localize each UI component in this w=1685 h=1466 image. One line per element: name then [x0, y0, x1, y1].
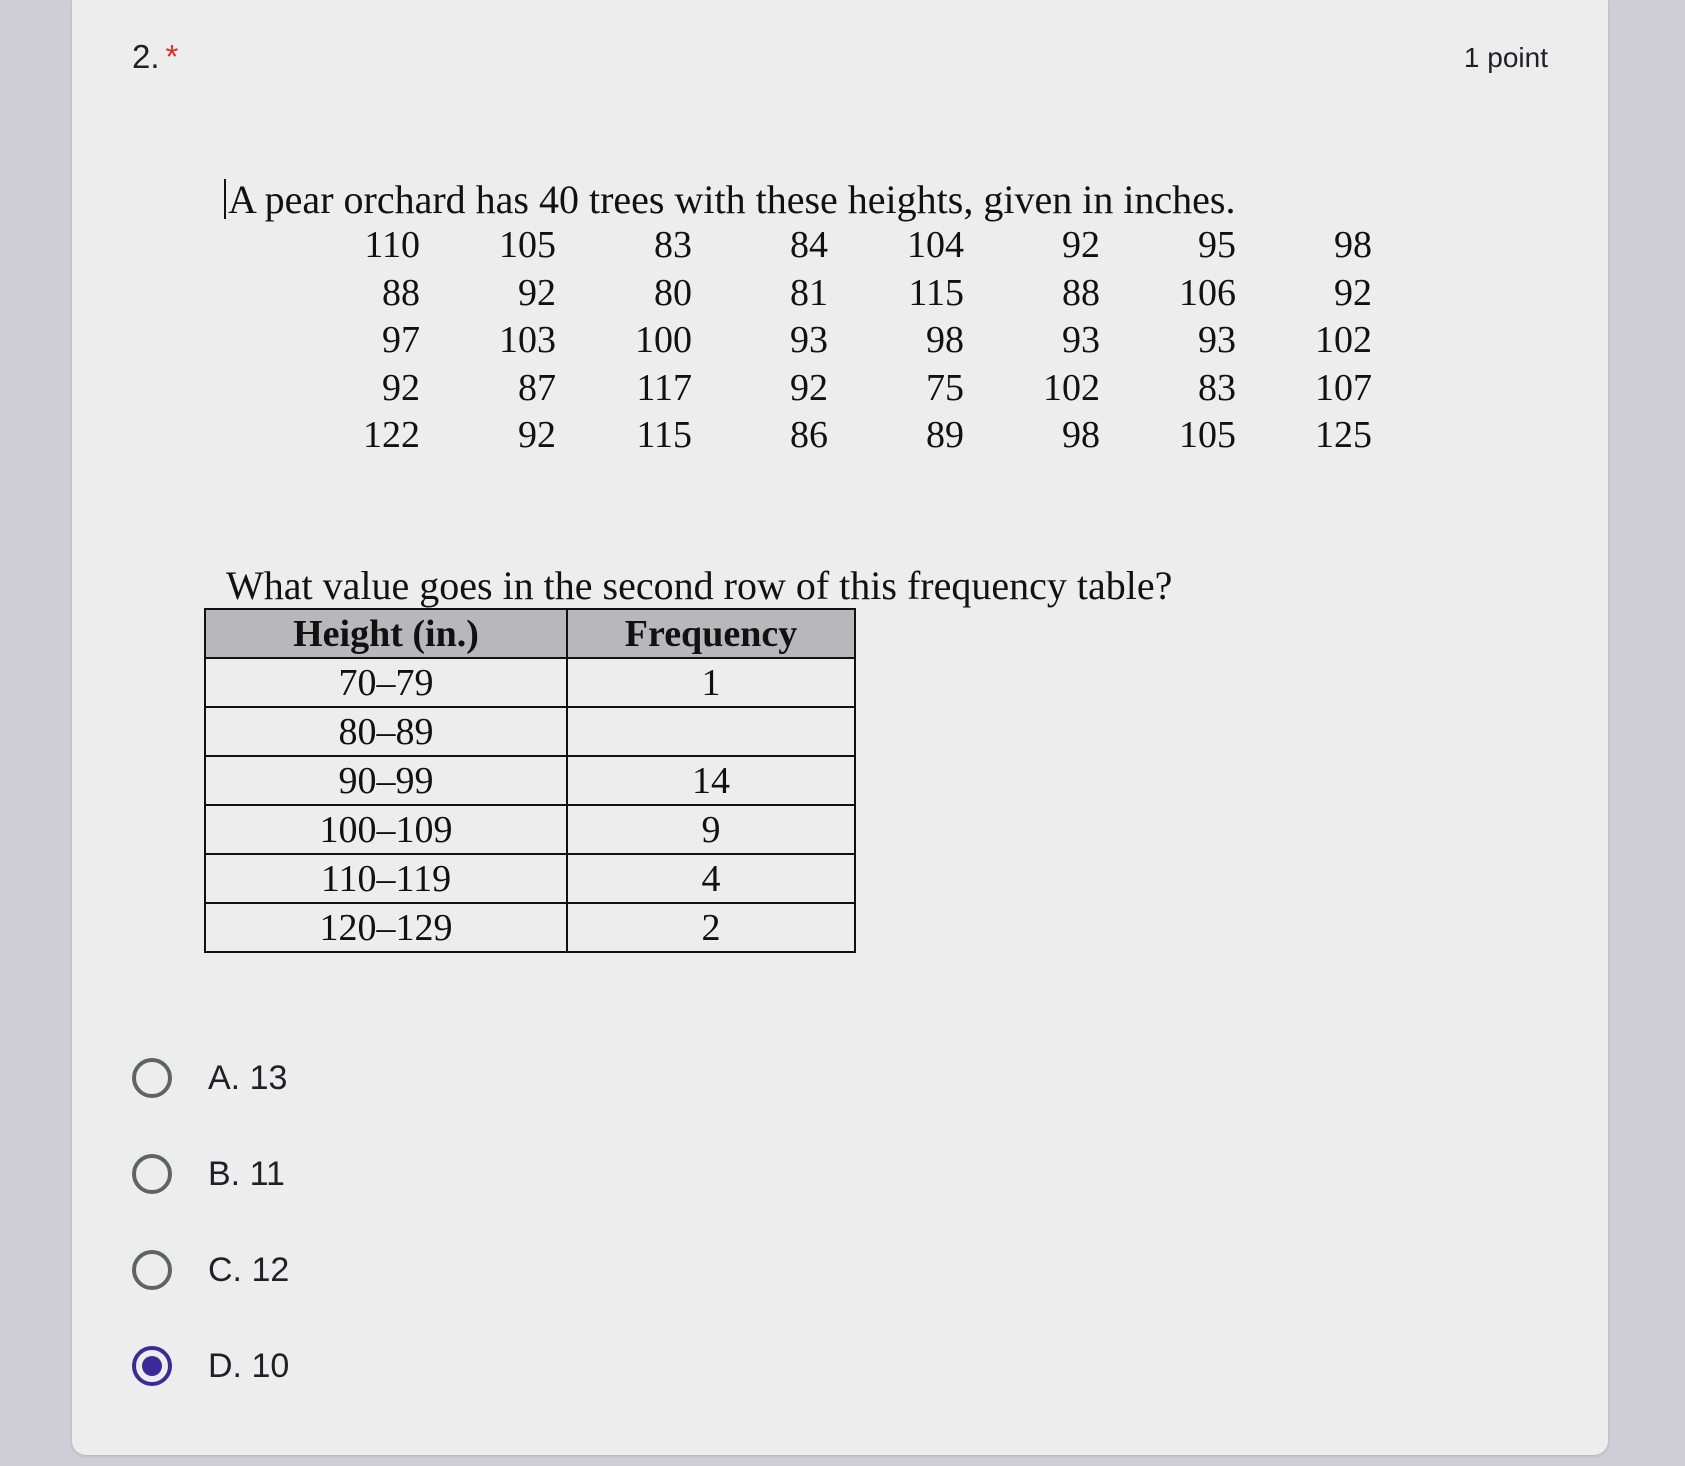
radio-button-a[interactable] [132, 1058, 172, 1098]
option-a-label[interactable]: A. 13 [208, 1058, 288, 1097]
data-cell: 92 [518, 414, 556, 456]
data-cell: 102 [1043, 366, 1100, 409]
column-header-frequency: Frequency [567, 609, 855, 658]
data-cell: 86 [790, 414, 828, 456]
problem-intro-text: A pear orchard has 40 trees with these heights, given in inches. [228, 177, 1236, 222]
data-cell: 102 [1315, 319, 1372, 361]
data-row [284, 412, 1372, 460]
question-header [132, 38, 1548, 88]
data-cell: 75 [926, 366, 964, 409]
data-cell: 98 [926, 319, 964, 361]
data-cell: 83 [1198, 366, 1236, 409]
question-number-text: 2. [132, 38, 160, 75]
data-row [284, 365, 1372, 413]
data-cell: 110 [364, 224, 420, 266]
data-cell: 92 [1062, 224, 1100, 266]
frequency-cell: 1 [567, 658, 855, 707]
data-cell: 97 [382, 319, 420, 361]
data-cell: 95 [1198, 224, 1236, 266]
question-text: What value goes in the second row of this frequency table? [226, 563, 1173, 608]
data-cell: 84 [790, 224, 828, 266]
height-range-cell: 70–79 [205, 658, 567, 707]
table-row [205, 756, 855, 805]
column-header-height: Height (in.) [205, 609, 567, 658]
data-cell: 117 [636, 366, 692, 409]
question-points: 1 point [1463, 42, 1548, 73]
frequency-cell: 4 [567, 854, 855, 903]
data-cell: 92 [1334, 271, 1372, 314]
data-row [284, 222, 1372, 270]
data-cell: 89 [926, 414, 964, 456]
data-cell: 105 [499, 224, 556, 266]
data-cell: 92 [382, 366, 420, 409]
table-row [205, 854, 855, 903]
data-cell: 103 [499, 319, 556, 361]
table-header-row [205, 609, 855, 658]
data-cell: 106 [1179, 271, 1236, 314]
data-cell: 80 [654, 271, 692, 314]
problem-intro [224, 176, 1236, 223]
data-cell: 93 [1062, 319, 1100, 361]
table-row [205, 707, 855, 756]
data-cell: 83 [654, 224, 692, 266]
option-b[interactable] [132, 1126, 289, 1222]
frequency-cell: 9 [567, 805, 855, 854]
data-cell: 125 [1315, 414, 1372, 456]
problem-image [224, 170, 1424, 970]
question-number [132, 38, 178, 76]
table-row [205, 805, 855, 854]
radio-button-d-selected[interactable] [132, 1346, 172, 1386]
data-cell: 115 [636, 414, 692, 456]
data-row [284, 270, 1372, 318]
option-d-label[interactable]: D. 10 [208, 1346, 290, 1385]
data-cell: 122 [363, 414, 420, 456]
radio-button-c[interactable] [132, 1250, 172, 1290]
option-d[interactable] [132, 1318, 289, 1414]
radio-button-b[interactable] [132, 1154, 172, 1194]
data-cell: 98 [1334, 224, 1372, 266]
table-row [205, 658, 855, 707]
height-range-cell: 110–119 [205, 854, 567, 903]
height-range-cell: 80–89 [205, 707, 567, 756]
option-a[interactable] [132, 1030, 289, 1126]
frequency-table [204, 608, 856, 953]
data-cell: 92 [790, 366, 828, 409]
data-cell: 107 [1315, 366, 1372, 409]
frequency-cell: 2 [567, 903, 855, 952]
data-cell: 100 [635, 319, 692, 361]
frequency-cell: 14 [567, 756, 855, 805]
answer-options [132, 1030, 289, 1414]
option-b-label[interactable]: B. 11 [208, 1154, 285, 1193]
frequency-cell-blank [567, 707, 855, 756]
question-card [72, 0, 1608, 1455]
data-cell: 115 [908, 271, 964, 314]
option-c[interactable] [132, 1222, 289, 1318]
height-range-cell: 90–99 [205, 756, 567, 805]
data-cell: 105 [1179, 414, 1236, 456]
option-c-label[interactable]: C. 12 [208, 1250, 290, 1289]
data-cell: 98 [1062, 414, 1100, 456]
data-cell: 104 [907, 224, 964, 266]
data-cell: 81 [790, 271, 828, 314]
data-cell: 88 [1062, 271, 1100, 314]
table-row [205, 903, 855, 952]
data-cell: 87 [518, 366, 556, 409]
required-marker: * [165, 38, 179, 75]
data-cell: 92 [518, 271, 556, 314]
height-data-grid [284, 222, 1372, 460]
height-range-cell: 120–129 [205, 903, 567, 952]
data-cell: 93 [790, 319, 828, 361]
data-row [284, 317, 1372, 365]
text-cursor [224, 179, 226, 219]
height-range-cell: 100–109 [205, 805, 567, 854]
data-cell: 88 [382, 271, 420, 314]
data-cell: 93 [1198, 319, 1236, 361]
